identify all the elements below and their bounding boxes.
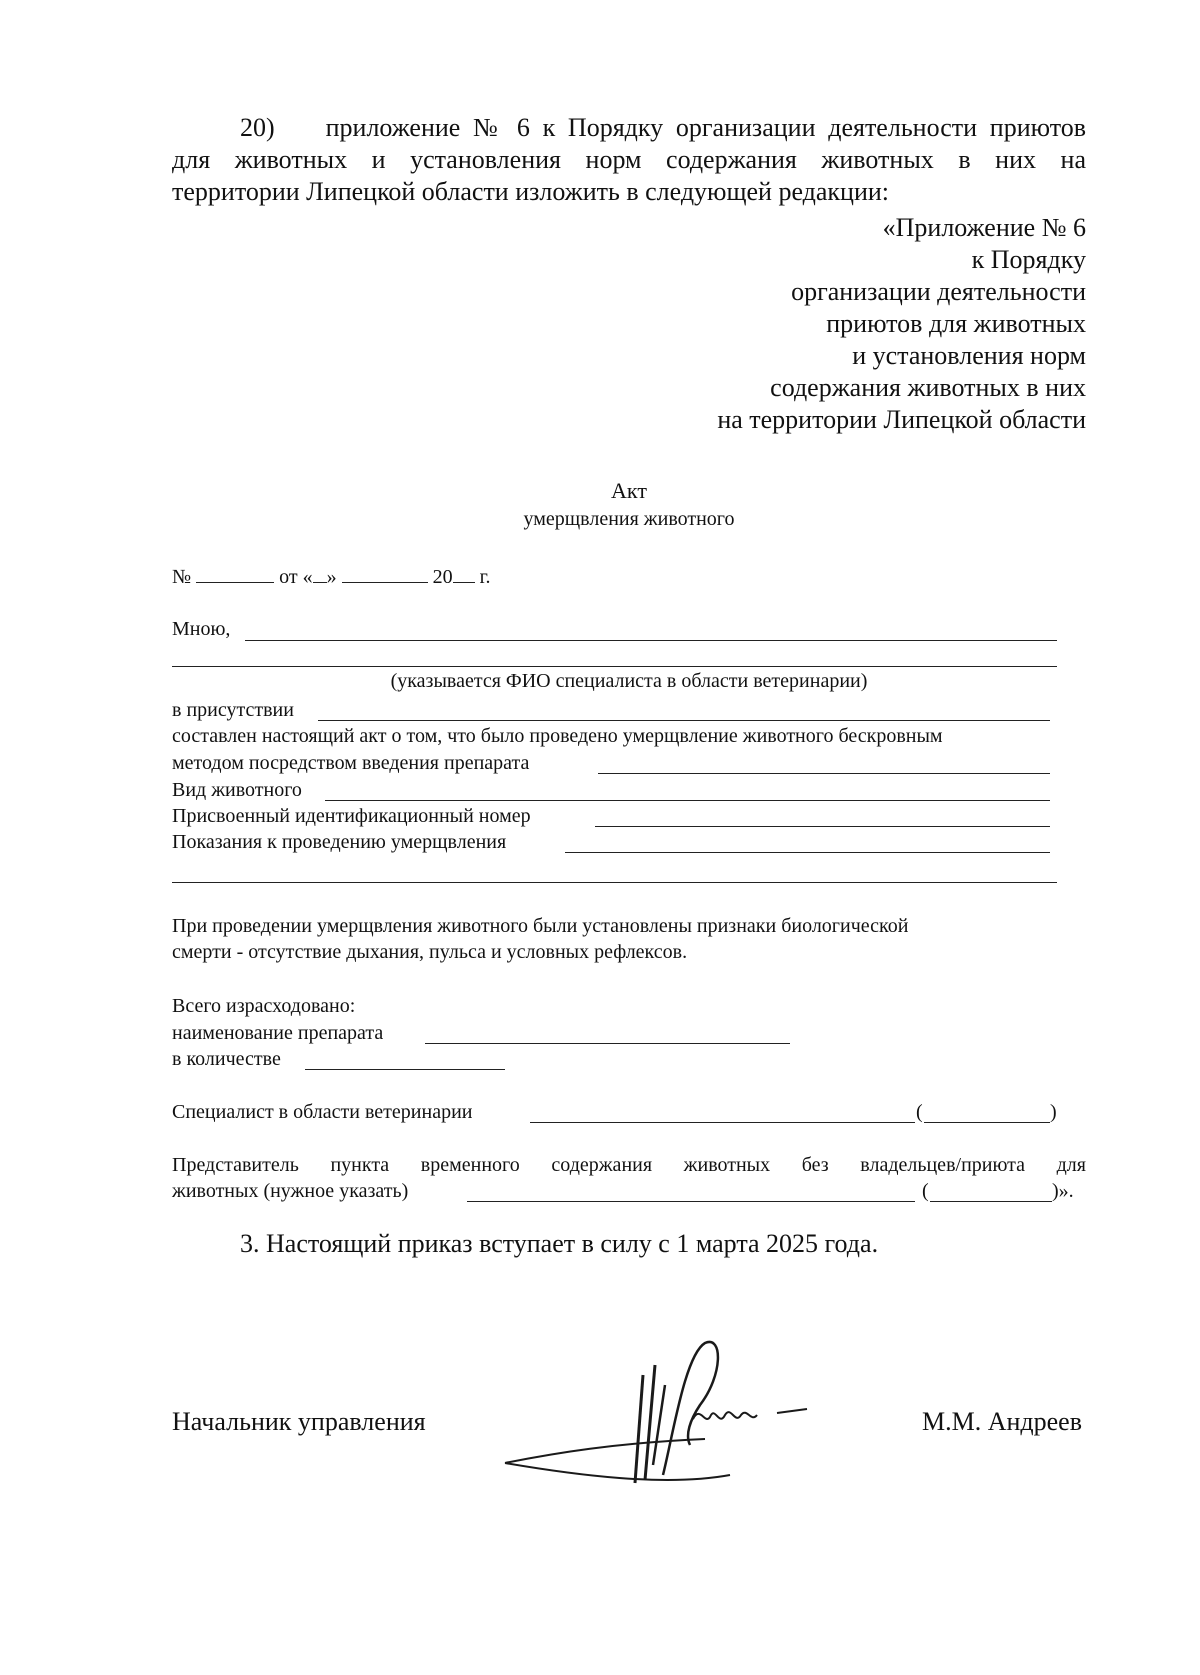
signatory-name: М.М. Андреев [921, 1407, 1082, 1436]
date-quote-close: » [326, 566, 337, 588]
appendix-line: к Порядку [971, 245, 1086, 274]
indications-label: Показания к проведению умерщвления [172, 831, 507, 853]
signatory-position: Начальник управления [172, 1407, 426, 1436]
appendix-line: приютов для животных [826, 309, 1086, 338]
in-presence-label: в присутствии [172, 699, 294, 721]
quantity-field[interactable] [305, 1069, 505, 1070]
handwritten-signature [495, 1335, 845, 1515]
vet-specialist-label: Специалист в области ветеринарии [172, 1101, 473, 1123]
representative-line-2: животных (нужное указать) [172, 1180, 409, 1202]
representative-signature-field[interactable] [467, 1201, 915, 1202]
assigned-id-field[interactable] [595, 826, 1050, 827]
intro-paragraph [172, 112, 1086, 208]
statement-text: составлен настоящий акт о том, что было проведено умерщвление животного бескровным [172, 725, 943, 747]
intro-line-1: 20) приложение № 6 к Порядку организации деятельности приютов [240, 113, 1087, 142]
intro-line-3: территории Липецкой области изложить в следующей редакции: [172, 177, 890, 206]
drug-name-field[interactable] [425, 1043, 790, 1044]
vet-name-field[interactable] [924, 1122, 1050, 1123]
rep-paren-close: )». [1052, 1180, 1074, 1202]
day-field[interactable] [313, 562, 327, 583]
act-number-field[interactable] [196, 562, 274, 583]
appendix-line: и установления норм [852, 341, 1086, 370]
specialist-name-field-2[interactable] [172, 666, 1057, 667]
in-presence-field[interactable] [318, 720, 1050, 721]
year-field[interactable] [453, 562, 475, 583]
item-number: 20) [240, 113, 275, 142]
representative-line-1: Представитель пункта временного содержания животных без владельцев/приюта для [172, 1154, 1086, 1176]
indications-field[interactable] [565, 852, 1050, 853]
method-label: методом посредством введения препарата [172, 752, 530, 774]
indications-field-2[interactable] [172, 882, 1057, 883]
appendix-line: на территории Липецкой области [717, 405, 1086, 434]
appendix-line: содержания животных в них [770, 373, 1086, 402]
act-title: Акт [611, 478, 647, 503]
drug-field[interactable] [598, 773, 1050, 774]
vet-paren-open: ( [916, 1101, 923, 1123]
appendix-header [666, 212, 1086, 436]
year-prefix: 20 [432, 566, 453, 588]
animal-type-field[interactable] [325, 800, 1050, 801]
appendix-line: организации деятельности [791, 277, 1086, 306]
act-subtitle: умерщвления животного [523, 508, 735, 530]
appendix-line: «Приложение № 6 [882, 213, 1086, 242]
year-suffix: г. [479, 566, 491, 588]
month-field[interactable] [342, 562, 428, 583]
death-signs-line-1: При проведении умерщвления животного были установлены признаки биологической [172, 915, 909, 937]
assigned-id-label: Присвоенный идентификационный номер [172, 805, 531, 827]
vet-paren-close: ) [1050, 1101, 1057, 1123]
representative-name-field[interactable] [930, 1201, 1052, 1202]
quantity-label: в количестве [172, 1048, 281, 1070]
specialist-name-field[interactable] [245, 640, 1057, 641]
by-me-label: Мною, [172, 618, 231, 640]
specialist-hint: (указывается ФИО специалиста в области ветеринарии) [390, 670, 868, 692]
intro-line-2: для животных и установления норм содержания животных в них на [172, 145, 1086, 174]
death-signs-line-2: смерти - отсутствие дыхания, пульса и условных рефлексов. [172, 941, 688, 963]
total-used-label: Всего израсходовано: [172, 995, 356, 1017]
effective-date-clause: 3. Настоящий приказ вступает в силу с 1 марта 2025 года. [240, 1229, 879, 1258]
drug-name-label: наименование препарата [172, 1022, 384, 1044]
animal-type-label: Вид животного [172, 779, 302, 801]
date-from-label: от « [279, 566, 313, 588]
number-sign: № [172, 566, 192, 588]
vet-signature-field[interactable] [530, 1122, 915, 1123]
act-number-date-line [172, 562, 491, 590]
rep-paren-open: ( [922, 1180, 929, 1202]
